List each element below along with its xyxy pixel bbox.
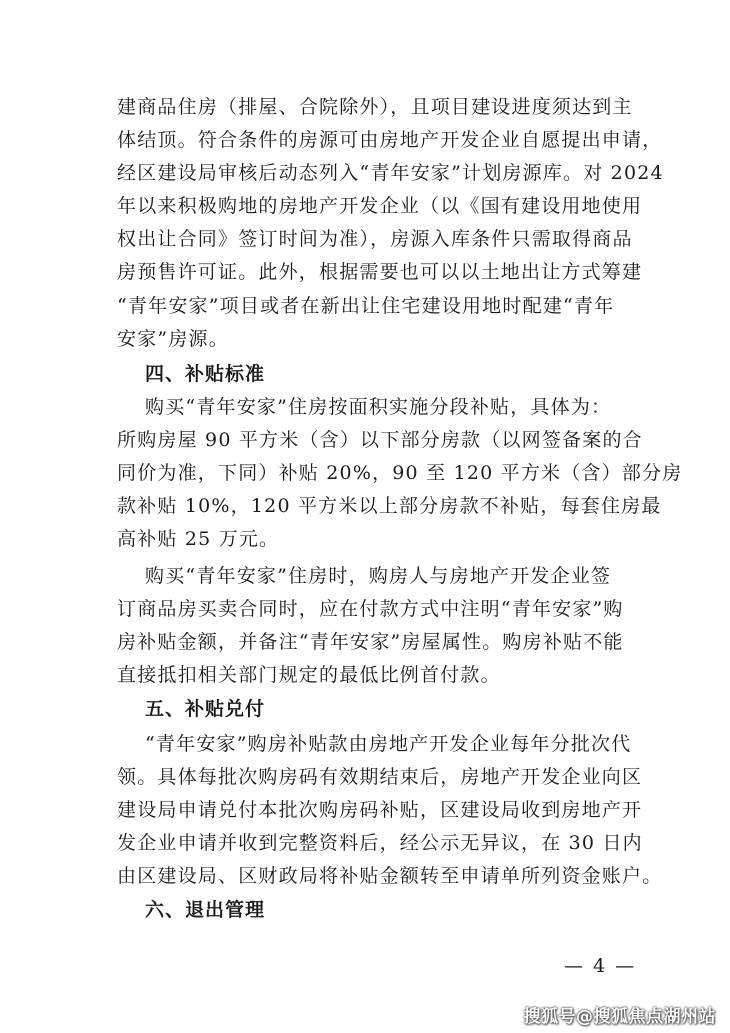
text-line: 房补贴金额，并备注“青年安家”房屋属性。购房补贴不能 [117, 631, 624, 653]
text-line: “青年安家”项目或者在新出让住宅建设用地时配建“青年 [117, 295, 615, 317]
text-line: 高补贴 25 万元。 [117, 528, 280, 550]
text-line: 款补贴 10%，120 平方米以上部分房款不补贴，每套住房最 [117, 495, 662, 517]
text-line: 购买“青年安家”住房按面积实施分段补贴，具体为： [145, 396, 612, 418]
text-line: 购买“青年安家”住房时，购房人与房地产开发企业签 [145, 565, 612, 587]
text-line: “青年安家”购房补贴款由房地产开发企业每年分批次代 [145, 733, 632, 755]
section-heading-subsidy-standard: 四、补贴标准 [145, 363, 266, 385]
text-line: 订商品房买卖合同时，应在付款方式中注明“青年安家”购 [117, 598, 624, 620]
section-heading-exit-management: 六、退出管理 [145, 899, 266, 921]
text-line: 由区建设局、区财政局将补贴金额转至申请单所列资金账户。 [117, 865, 663, 887]
section-heading-subsidy-payment: 五、补贴兑付 [145, 698, 266, 720]
text-line: 领。具体每批次购房码有效期结束后，房地产开发企业向区 [117, 766, 643, 788]
text-line: 房预售许可证。此外，根据需要也可以以土地出让方式筹建 [117, 261, 643, 283]
text-line: 同价为准，下同）补贴 20%，90 至 120 平方米（含）部分房 [117, 462, 683, 484]
text-line: 体结顶。符合条件的房源可由房地产开发企业自愿提出申请， [117, 129, 663, 151]
watermark: 搜狐号@搜狐焦点湖州站 [523, 1007, 716, 1027]
text-line: 年以来积极购地的房地产开发企业（以《国有建设用地使用 [117, 195, 643, 217]
text-line: 发企业申请并收到完整资料后，经公示无异议，在 30 日内 [117, 832, 643, 854]
page-number: — 4 — [564, 955, 637, 977]
text-line: 建商品住房（排屋、合院除外），且项目建设进度须达到主 [117, 96, 633, 118]
text-line: 所购房屋 90 平方米（含）以下部分房款（以网签备案的合 [117, 429, 643, 451]
text-line: 建设局申请兑付本批次购房码补贴，区建设局收到房地产开 [117, 799, 643, 821]
text-line: 直接抵扣相关部门规定的最低比例首付款。 [117, 664, 501, 686]
text-line: 经区建设局审核后动态列入“青年安家”计划房源库。对 2024 [117, 162, 664, 184]
text-line: 安家”房源。 [117, 328, 229, 350]
text-line: 权出让合同》签订时间为准），房源入库条件只需取得商品 [117, 228, 633, 250]
